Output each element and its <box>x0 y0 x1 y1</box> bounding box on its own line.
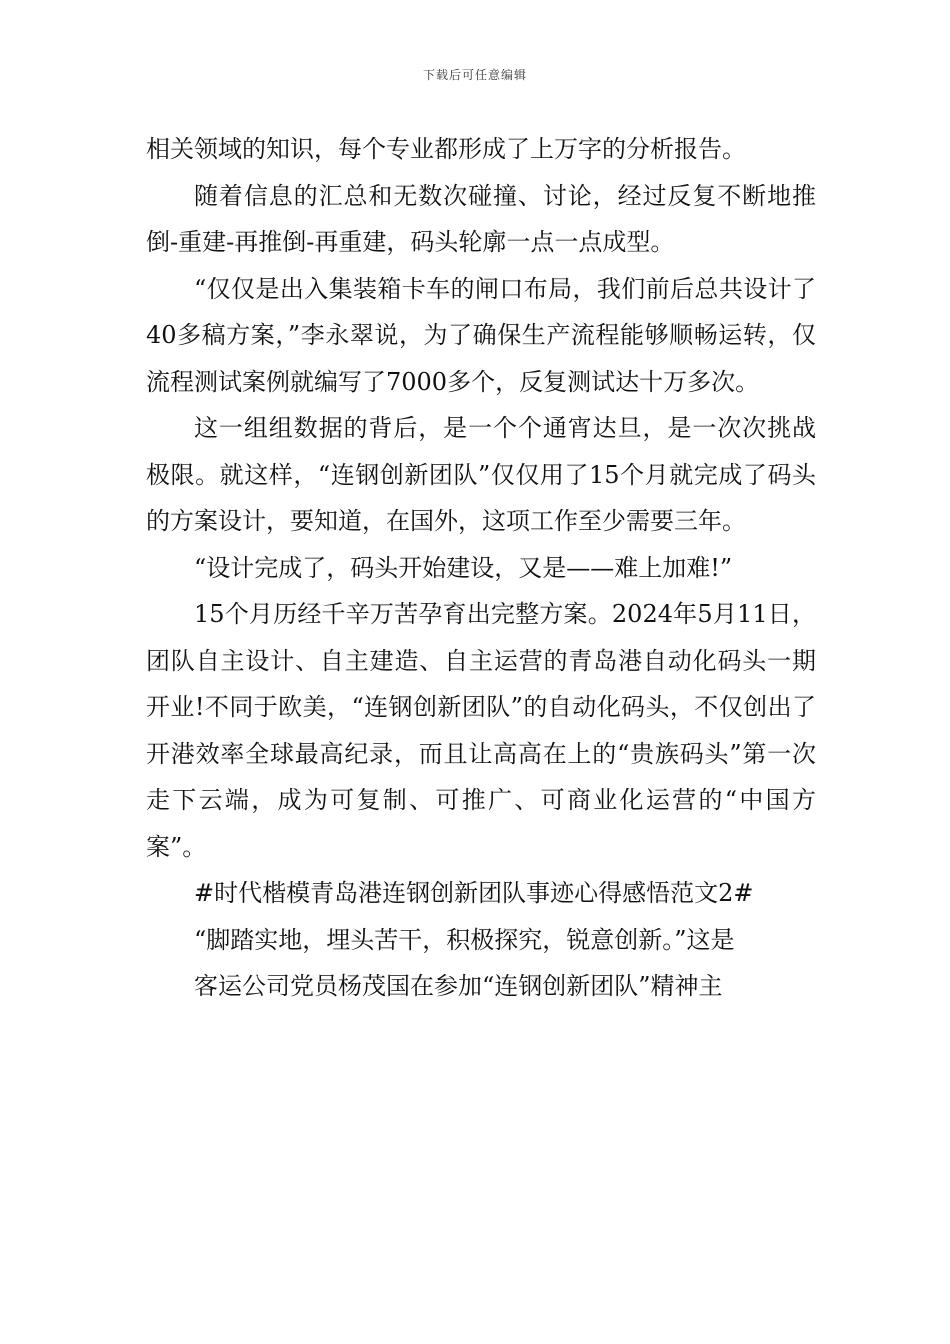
paragraph: 相关领域的知识，每个专业都形成了上万字的分析报告。 <box>146 135 746 163</box>
paragraph: 15个月历经千辛万苦孕育出完整方案。2024年5月11日，团队自主设计、自主建造、自主运营的青岛港自动化码头一期开业!不同于欧美，“连钢创新团队”的自动化码头，不仅创出了开港效率全球最高纪录，而且让高高在上的“贵族码头”第一次走下云端，成为可复制、可推广、可商业化运营的“中国方案”。 <box>146 600 816 861</box>
paragraph: “仅仅是出入集装箱卡车的闸口布局，我们前后总共设计了40多稿方案，”李永翠说，为了确保生产流程能够顺畅运转，仅流程测试案例就编写了7000多个，反复测试达十万多次。 <box>146 274 816 396</box>
paragraph: “脚踏实地，埋头苦干，积极探究，锐意创新。”这是 <box>194 925 735 954</box>
paragraph: 这一组组数据的背后，是一个个通宵达旦，是一次次挑战极限。就这样，“连钢创新团队”仅仅用了15个月就完成了码头的方案设计，要知道，在国外，这项工作至少需要三年。 <box>146 414 816 535</box>
document-body <box>146 126 816 1010</box>
section-heading: #时代楷模青岛港连钢创新团队事迹心得感悟范文2# <box>194 879 754 907</box>
paragraph: “设计完成了，码头开始建设，又是——难上加难!” <box>194 553 733 582</box>
paragraph: 随着信息的汇总和无数次碰撞、讨论，经过反复不断地推倒-重建-再推倒-再重建，码头轮廓一点一点成型。 <box>146 181 816 256</box>
page-header: 下载后可任意编辑 <box>422 68 527 82</box>
paragraph: 客运公司党员杨茂国在参加“连钢创新团队”精神主 <box>194 972 723 1000</box>
